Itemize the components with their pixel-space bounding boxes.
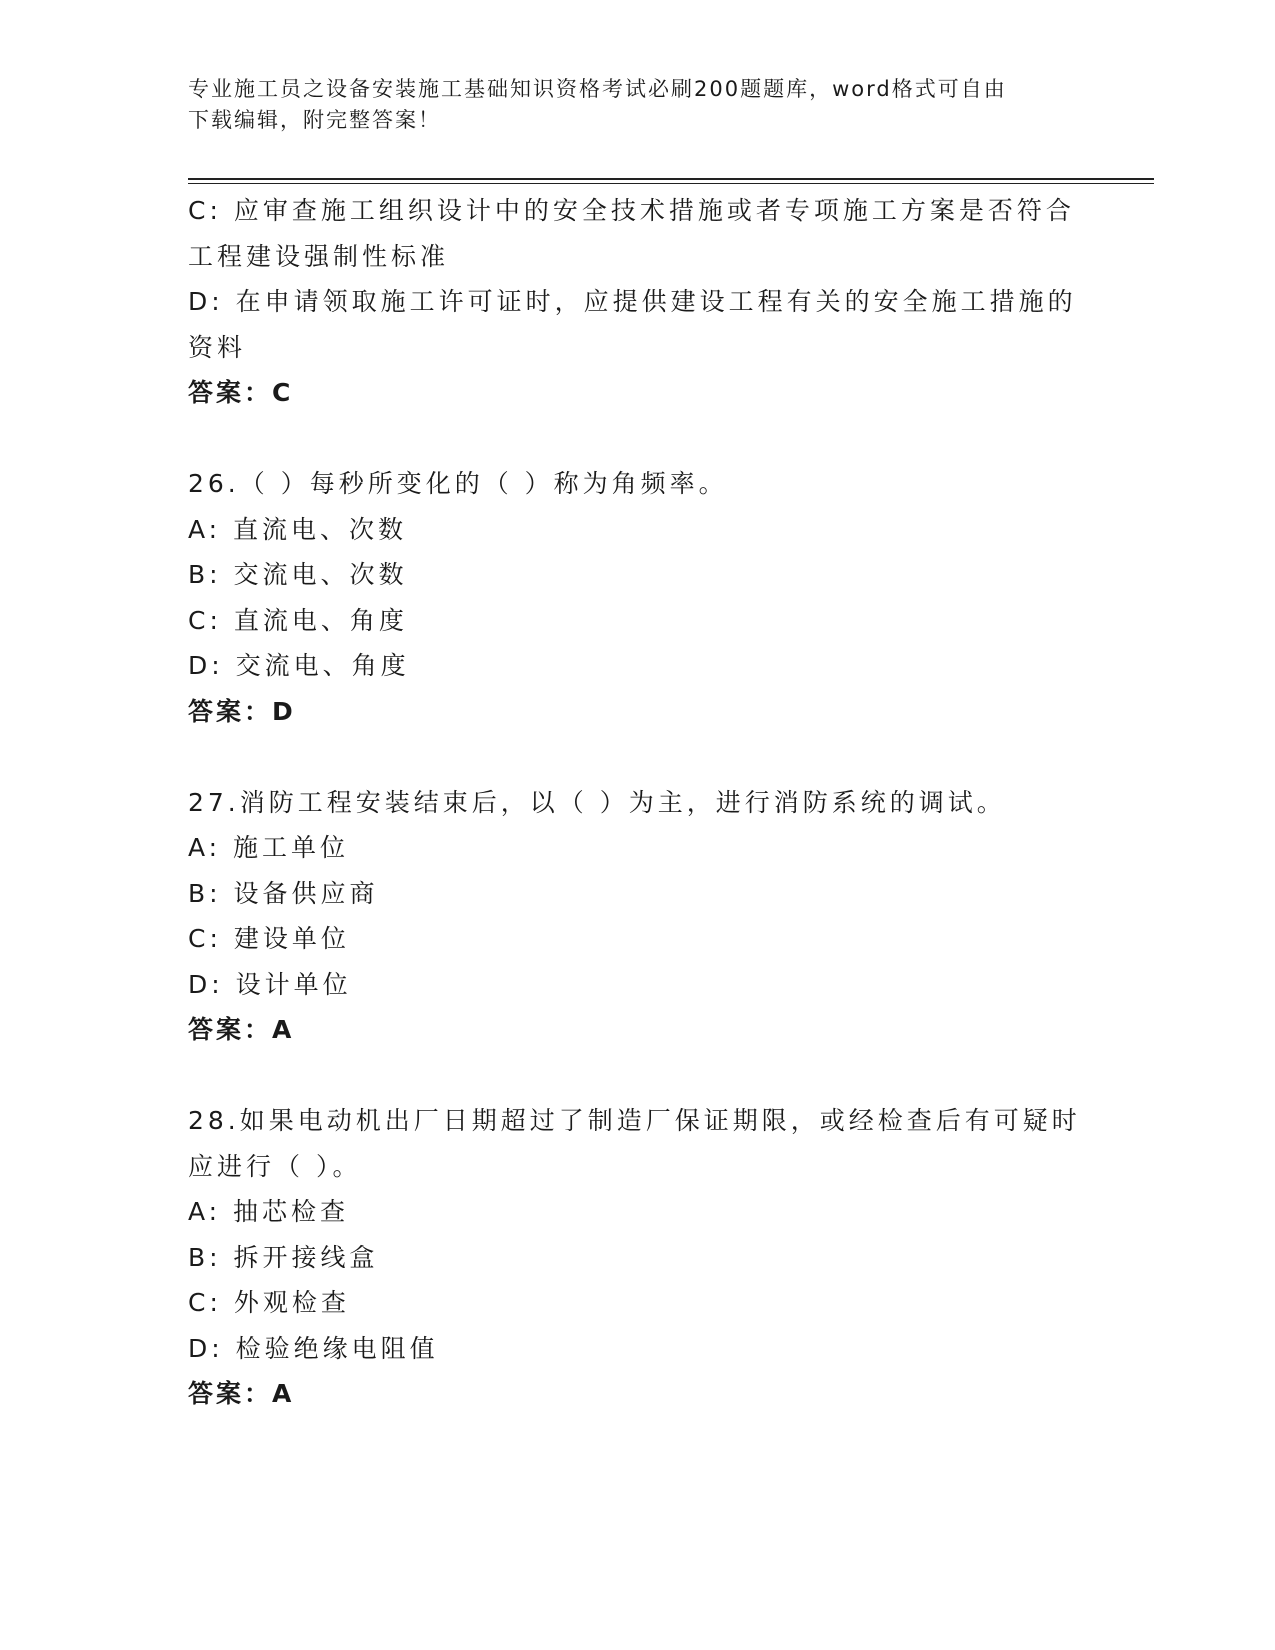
document-header (188, 74, 1068, 136)
option-b: B: 设备供应商 (188, 878, 379, 908)
answer-label: 答案：A (188, 1015, 295, 1044)
question-stem-line-1: 28.如果电动机出厂日期超过了制造厂保证期限，或经检查后有可疑时 (188, 1106, 1081, 1135)
option-c: C: 直流电、角度 (188, 605, 408, 635)
answer-label: 答案：A (188, 1379, 295, 1408)
spacer (188, 416, 1088, 462)
question-26 (188, 461, 1088, 734)
question-28 (188, 1098, 1088, 1417)
header-rule-thin (188, 183, 1154, 184)
option-c-line-1: C: 应审查施工组织设计中的安全技术措施或者专项施工方案是否符合 (188, 196, 1075, 225)
header-rule-thick (188, 178, 1154, 180)
question-stem: 26.（ ）每秒所变化的（ ）称为角频率。 (188, 469, 728, 498)
header-title-line-1: 专业施工员之设备安装施工基础知识资格考试必刷200题题库，word格式可自由 (188, 77, 1007, 101)
option-d: D: 检验绝缘电阻值 (188, 1333, 439, 1363)
question-27 (188, 780, 1088, 1053)
option-d-line-2: 资料 (188, 332, 247, 362)
header-title-line-2: 下载编辑，附完整答案！ (188, 108, 441, 132)
question-stem-line-2: 应进行（ ）。 (188, 1151, 362, 1181)
question-stem: 27.消防工程安装结束后，以（ ）为主，进行消防系统的调试。 (188, 787, 1006, 817)
answer-label: 答案：C (188, 378, 294, 407)
option-d-line-1: D: 在申请领取施工许可证时，应提供建设工程有关的安全施工措施的 (188, 287, 1077, 316)
option-a: A: 施工单位 (188, 833, 350, 862)
option-c: C: 外观检查 (188, 1288, 350, 1317)
spacer (188, 1053, 1088, 1099)
option-c: C: 建设单位 (188, 924, 350, 953)
question-content (188, 188, 1088, 1417)
option-a: A: 抽芯检查 (188, 1197, 350, 1226)
option-b: B: 拆开接线盒 (188, 1242, 379, 1272)
option-d: D: 交流电、角度 (188, 651, 410, 680)
option-d: D: 设计单位 (188, 969, 352, 999)
question-25-fragment (188, 188, 1088, 416)
option-b: B: 交流电、次数 (188, 560, 408, 589)
option-c-line-2: 工程建设强制性标准 (188, 241, 450, 271)
answer-label: 答案：D (188, 696, 296, 726)
spacer (188, 734, 1088, 780)
option-a: A: 直流电、次数 (188, 514, 408, 544)
